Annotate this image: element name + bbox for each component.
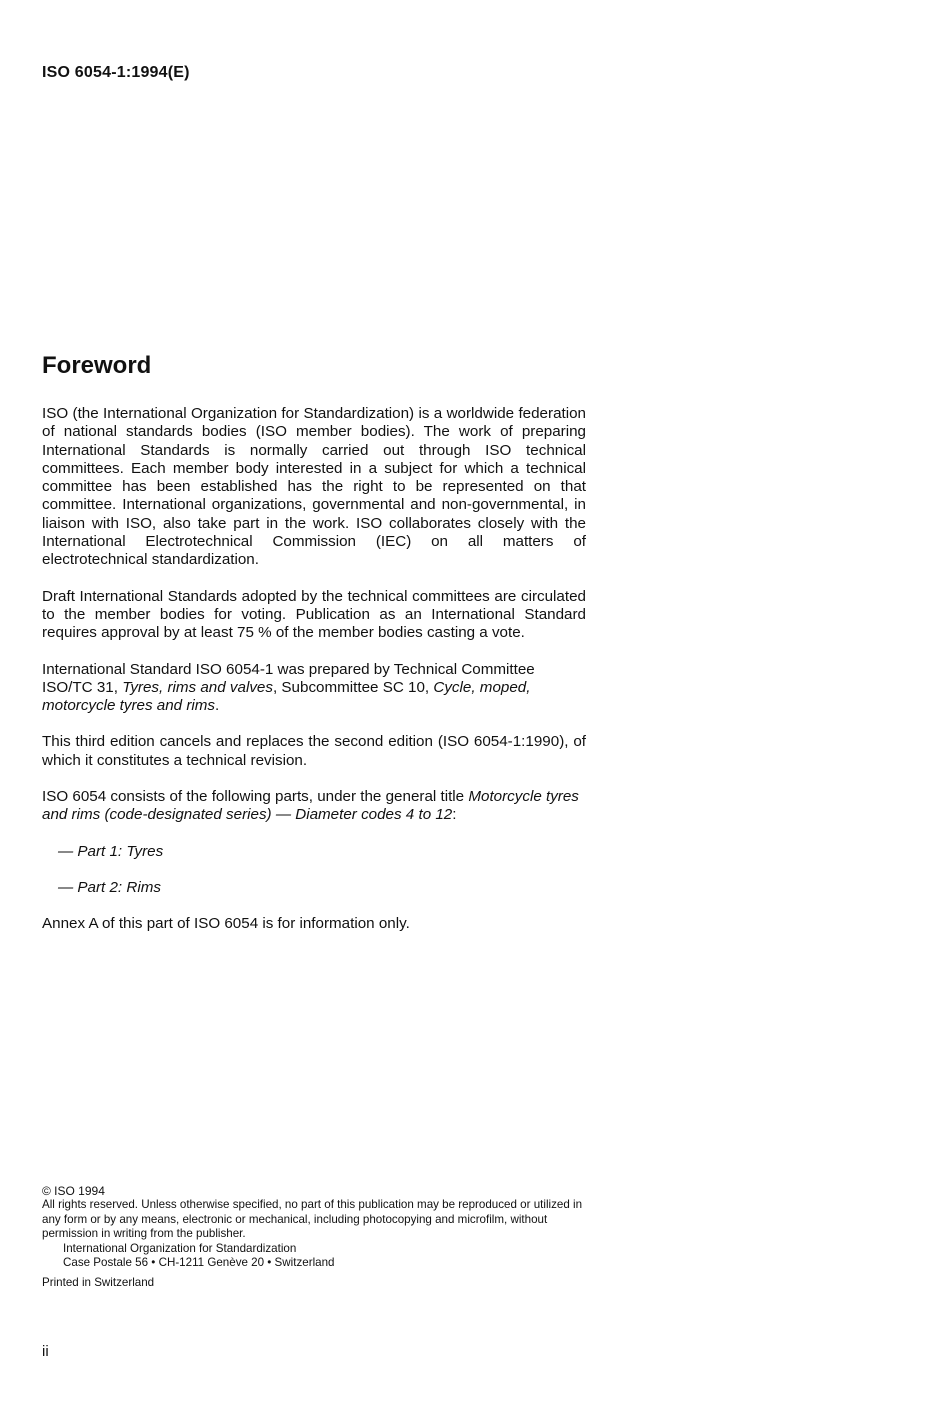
page-number: ii [42, 1343, 49, 1360]
paragraph-iso-intro: ISO (the International Organization for Standardization) is a worldwide federation of national standards bodies (ISO member bodies). The work of preparing International Standards is normally carried out through ISO technical committees. Each member body interested in a subject for which a technical committee has been established has the right to be represented on that committee. International organizations, governmental and non-governmental, in liaison with ISO, also take part in the work. ISO collaborates closely with the International Electrotechnical Commission (IEC) on all matters of electrotechnical standardization. [42, 405, 586, 569]
subcommittee-title: Cycle, moped, motorcycle tyres and rims [42, 678, 531, 715]
preparation-text-1: International Standard ISO 6054-1 was prepared by Technical Committee ISO/TC 31, [42, 660, 535, 696]
list-item-part-1 [58, 843, 586, 861]
copyright-symbol-line: © ISO 1994 [42, 1184, 105, 1198]
list-item-part-2 [58, 879, 586, 897]
paragraph-preparation [42, 661, 586, 716]
copyright-printed: Printed in Switzerland [42, 1276, 155, 1290]
committee-title: Tyres, rims and valves [122, 678, 273, 696]
paragraph-edition: This third edition cancels and replaces the second edition (ISO 6054-1:1990), of which it constitutes a technical revision. [42, 733, 586, 769]
preparation-text-3: . [215, 697, 220, 715]
copyright-org-address: Case Postale 56 • CH-1211 Genève 20 • Switzerland [63, 1256, 335, 1270]
parts-intro-text-2: : [452, 806, 457, 824]
paragraph-draft-standards: Draft International Standards adopted by the technical committees are circulated to the member bodies for voting. Publication as an International Standard requires approval by at least 75 % of the member bodies casting a vote. [42, 587, 586, 642]
part-2-label: — Part 2: Rims [58, 878, 161, 896]
copyright-rights: All rights reserved. Unless otherwise specified, no part of this publication may be reproduced or utilized in any form or by any means, electronic or mechanical, including photocopying and microfilm, without permission in writing from the publisher. [42, 1198, 583, 1241]
general-title: Motorcycle tyres and rims (code-designated series) — Diameter codes 4 to 12 [42, 788, 579, 824]
copyright-block [42, 1184, 588, 1291]
paragraph-annex: Annex A of this part of ISO 6054 is for information only. [42, 915, 410, 933]
parts-intro-text-1: ISO 6054 consists of the following parts, under the general title [42, 788, 469, 806]
copyright-org-name: International Organization for Standardization [63, 1241, 297, 1255]
part-1-label: — Part 1: Tyres [58, 842, 164, 860]
page-title: Foreword [42, 352, 152, 379]
document-id: ISO 6054-1:1994(E) [42, 64, 190, 81]
paragraph-parts-intro [42, 788, 586, 825]
preparation-text-2: , Subcommittee SC 10, [272, 678, 434, 696]
foreword-body [42, 405, 586, 952]
